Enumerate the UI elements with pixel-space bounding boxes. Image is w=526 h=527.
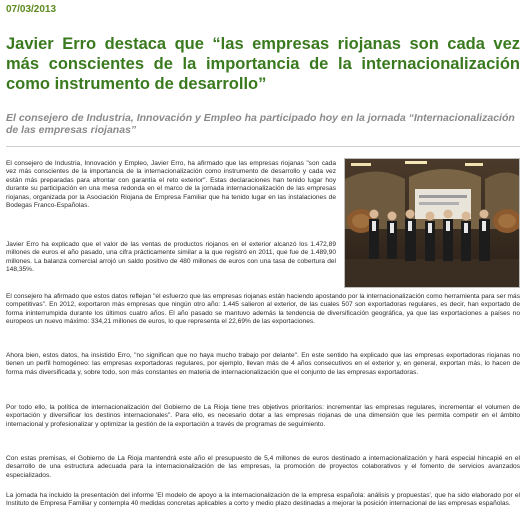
divider bbox=[6, 146, 520, 147]
paragraph-7: La jornada ha incluido la presentación del informe 'El modelo de apoyo a la internacionalización de la empresa española: análisis y propuestas', que ha sido elaborado por el Instituto de Empresa Familiar y contempla 40 medidas concretas aplicables a corto y medio plazo destinadas a mejorar la posición internacional de las empresas españolas. bbox=[6, 492, 520, 508]
article-date: 07/03/2013 bbox=[6, 4, 57, 15]
article-subheadline: El consejero de Industria, Innovación y Empleo ha participado hoy en la jornada “Internacionalización de las empresas riojanas” bbox=[6, 112, 515, 136]
paragraph-5: Por todo ello, la política de internacionalización del Gobierno de La Rioja tiene tres objetivos prioritarios: incrementar las empresas regulares, incrementar el volumen de exportación y diversificar los destinos internacionales". Para ello, es necesario dotar a las empresas riojanas de una dimensión que les permita competir en el ámbito internacional y profesionalizar y optimizar la gestión de la exportación a través de programas de seguimiento. bbox=[6, 404, 520, 428]
event-photo-image bbox=[345, 159, 520, 288]
article-photo bbox=[344, 158, 520, 288]
paragraph-1: El consejero de Industria, Innovación y Empleo, Javier Erro, ha afirmado que las empresas riojanas "son cada vez más conscientes de la importancia de la internacionalización como instrumento de desarrollo y cada vez están más preparadas para afrontar con garantía el reto exterior". Estas declaraciones han tenido lugar hoy durante su participación en una mesa redonda en el marco de la jornada internacionalización de las empresas riojanas, organizada por la Asociación Riojana de Empresa Familiar que ha tenido lugar en las instalaciones de Bodegas Franco-Españolas. bbox=[6, 160, 336, 210]
paragraph-6: Con estas premisas, el Gobierno de La Rioja mantendrá este año el presupuesto de 5,4 millones de euros destinado a internacionalización y hará especial hincapié en el desarrollo de una estructura adecuada para la internacionalización de las empresas, la promoción de proyectos colaborativos y el fomento de servicios avanzados especializados. bbox=[6, 455, 520, 479]
paragraph-3: El consejero ha afirmado que estos datos reflejan "el esfuerzo que las empresas riojanas están haciendo apostando por la internacionalización como herramienta para ser más competitivas". En 2012, exportaron más empresas que ningún otro año: 1.445 salieron al exterior, de las cuales 507 son exportadoras regulares, es decir, han exportado de forma ininterrumpida durante los últimos cuatro años. El año pasado se mantuvo además la tendencia de diversificación geográfica, ya que las exportaciones a países no europeos un nuevo máximo: 334,21 millones de euros, lo que representa el 22,69% de las exportaciones. bbox=[6, 293, 520, 326]
paragraph-2: Javier Erro ha explicado que el valor de las ventas de productos riojanos en el exterior alcanzó los 1.472,89 millones de euros el año pasado, una cifra prácticamente similar a la que registró en 2011, que fue de 1.489,90 millones. La balanza comercial arrojó un saldo positivo de 480 millones de euros con una tasa de cobertura del 148,35%. bbox=[6, 241, 336, 274]
paragraph-4: Ahora bien, estos datos, ha insistido Erro, "no significan que no haya mucho trabajo por delante". En este sentido ha explicado que las empresas exportadoras riojanas no tienen un perfil homogéneo: las empresas exportadoras regulares, por ejemplo, llevan más de 4 años consecutivos en el exterior y, en general, exportan más, lo hacen de forma más diversificada y, sobre todo, son más constantes en materia de internacionalización que el conjunto de las empresas exportadoras. bbox=[6, 352, 520, 376]
article-headline: Javier Erro destaca que “las empresas riojanas son cada vez más conscientes de la importancia de la internacionalización como instrumento de desarrollo” bbox=[6, 35, 520, 93]
